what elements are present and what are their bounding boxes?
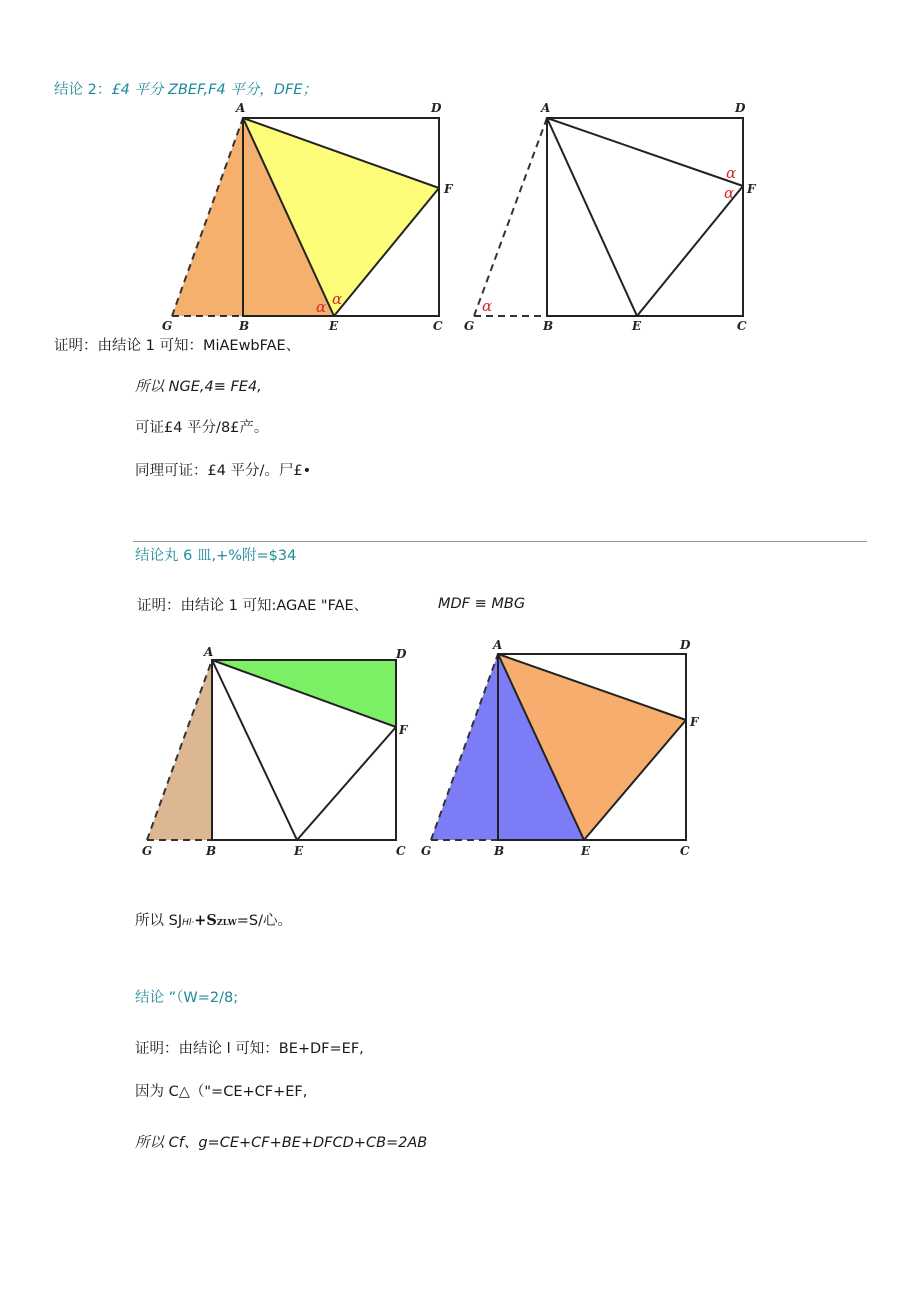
label-b: B: [543, 319, 554, 333]
label-b: B: [494, 844, 505, 858]
conclusion-2-label: 结论 2：: [54, 82, 112, 98]
conclusion-3: 结论丸 6 皿,+%附=$34: [135, 548, 297, 564]
label-a: A: [541, 101, 551, 115]
label-c: C: [433, 319, 443, 333]
label-e: E: [581, 844, 591, 858]
proof-2-line-3: 可证£4 平分/8£产。: [135, 420, 269, 436]
label-g: G: [142, 844, 153, 858]
proof-3-line-1: [137, 597, 368, 615]
alpha-mark: α: [724, 184, 735, 202]
line-ef: [297, 727, 396, 840]
label-a: A: [493, 638, 503, 652]
label-f: F: [444, 182, 453, 196]
line-ae: [547, 118, 637, 316]
label-c: C: [680, 844, 690, 858]
label-e: E: [329, 319, 339, 333]
label-b: B: [239, 319, 250, 333]
label-g: G: [421, 844, 432, 858]
label-d: D: [735, 101, 746, 115]
proof-3-text: =S/心。: [236, 913, 293, 929]
proof-4-line-1: 证明：由结论 l 可知：BE+DF=EF,: [135, 1041, 364, 1057]
proof-4-line-3: 所以 Cf、g=CE+CF+BE+DFCD+CB=2AB: [135, 1135, 428, 1151]
line-af: [547, 118, 743, 186]
label-f: F: [399, 723, 408, 737]
square-abcd: [547, 118, 743, 316]
proof-4-line-2: 因为 C△（"=CE+CF+EF,: [135, 1084, 308, 1100]
label-g: G: [464, 319, 475, 333]
label-b: B: [206, 844, 217, 858]
line-ef: [637, 186, 743, 316]
proof-2-line-4: 同理可证：£4 平分/。尸£•: [135, 463, 312, 479]
label-f: F: [747, 182, 756, 196]
figure-1-left: [160, 98, 460, 338]
label-g: G: [162, 319, 173, 333]
subscript: ZLW: [216, 917, 237, 927]
label-c: C: [396, 844, 406, 858]
subscript: Hl·: [182, 918, 195, 928]
figure-2-left: [138, 642, 418, 862]
label-d: D: [431, 101, 442, 115]
proof-3-line-1b: MDF ≡ MBG: [438, 596, 526, 612]
proof-2-line-2: 所以 NGE,4≡ FE4,: [135, 379, 262, 395]
label-d: D: [396, 647, 407, 661]
conclusion-4: 结论 ”（W=2/8;: [135, 990, 239, 1006]
conclusion-2: [54, 81, 317, 99]
proof-2-line-1: 证明：由结论 1 可知：MiAEwbFAE、: [54, 338, 301, 354]
alpha-mark: α: [482, 297, 493, 315]
proof-3-text: 所以 SJ: [135, 913, 183, 929]
label-c: C: [737, 319, 747, 333]
alpha-mark: α: [332, 290, 343, 308]
label-a: A: [236, 101, 246, 115]
section-divider: [133, 541, 867, 542]
proof-3-line-2: [135, 912, 292, 932]
proof-3-text: 证明：由结论 1 可知:AGAE "FAE、: [137, 598, 369, 614]
label-e: E: [632, 319, 642, 333]
label-d: D: [680, 638, 691, 652]
alpha-mark: α: [316, 298, 327, 316]
figure-2-right: [418, 636, 708, 862]
dashed-line-ag: [474, 118, 547, 316]
proof-3-text: +S: [194, 912, 217, 929]
conclusion-2-statement: £4 平分 ZBEF,F4 平分，DFE；: [111, 82, 317, 98]
figure-1-right: [462, 98, 772, 338]
label-a: A: [204, 645, 214, 659]
alpha-mark: α: [726, 164, 737, 182]
label-e: E: [294, 844, 304, 858]
label-f: F: [690, 715, 699, 729]
